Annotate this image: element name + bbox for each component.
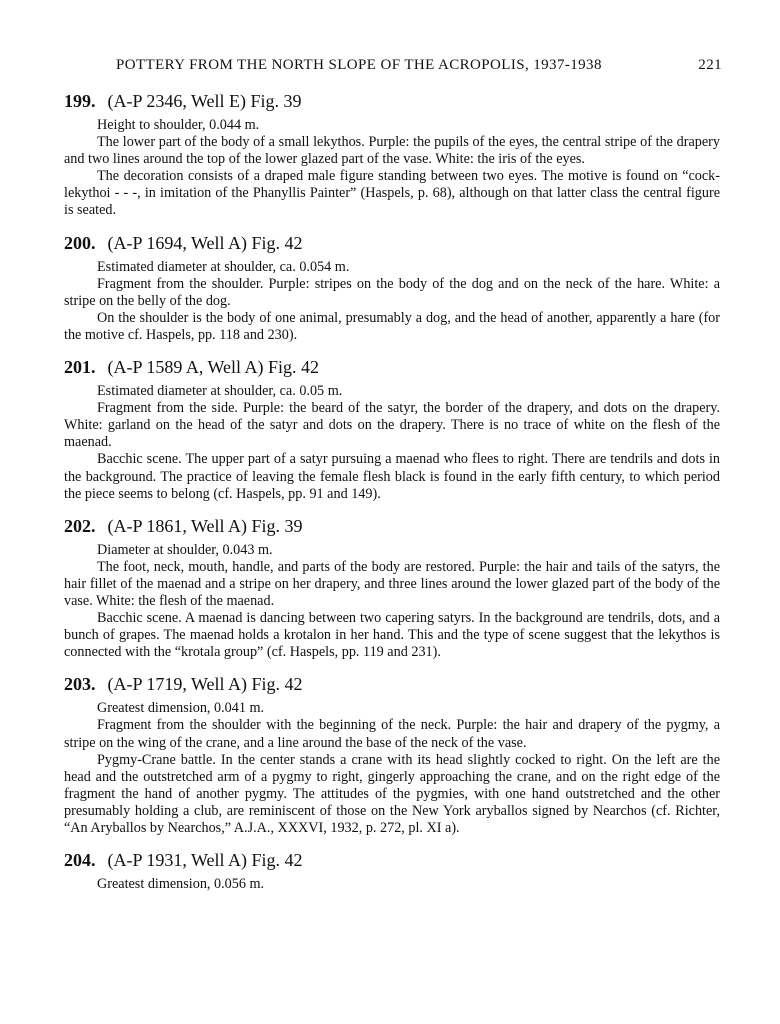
catalogue-entry-201 bbox=[64, 356, 720, 503]
entry-discussion: Bacchic scene. The upper part of a satyr pursuing a maenad who flees to right. There are tendrils and dots in the background. The practice of leaving the female flesh black is found in the early fifth century, to which period the piece seems to belong (cf. Haspels, pp. 91 and 149). bbox=[64, 451, 720, 502]
running-head-title: POTTERY FROM THE NORTH SLOPE OF THE ACROPOLIS, 1937-1938 bbox=[116, 57, 602, 73]
entry-heading bbox=[64, 90, 720, 112]
catalogue-entries bbox=[64, 90, 720, 893]
entry-description: Fragment from the shoulder. Purple: stripes on the body of the dog and on the neck of the hare. White: a stripe on the belly of the dog. bbox=[64, 275, 720, 309]
catalogue-entry-203 bbox=[64, 673, 720, 837]
running-head bbox=[116, 57, 722, 74]
entry-discussion: Bacchic scene. A maenad is dancing between two capering satyrs. In the background are tendrils, dots, and a bunch of grapes. The maenad holds a krotalon in her hand. This and the type of scene suggest that the lekythos is connected with the “krotala group” (cf. Haspels, pp. 119 and 231). bbox=[64, 610, 720, 661]
entry-reference: (A-P 1931, Well A) Fig. 42 bbox=[107, 850, 303, 871]
entry-reference: (A-P 1589 A, Well A) Fig. 42 bbox=[107, 357, 320, 378]
entry-dimension: Diameter at shoulder, 0.043 m. bbox=[97, 541, 273, 558]
entry-number: 201. bbox=[64, 357, 96, 378]
catalogue-entry-202 bbox=[64, 515, 720, 662]
entry-reference: (A-P 1719, Well A) Fig. 42 bbox=[107, 674, 303, 695]
entry-discussion: Pygmy-Crane battle. In the center stands a crane with its head slightly cocked to right. On the left are the head and the outstretched arm of a pygmy to right, gingerly approaching the crane, and on the right edge of the fragment the hand of another pygmy. The attitudes of the pygmies, with one hand outstretched and the other presumably holding a club, are reminiscent of those on the New York aryballos signed by Nearchos (cf. Richter, “An Aryballos by Nearchos,” A.J.A., XXXVI, 1932, p. 272, pl. XI a). bbox=[64, 751, 720, 836]
entry-dimension: Greatest dimension, 0.041 m. bbox=[97, 700, 265, 717]
entry-heading bbox=[64, 356, 720, 378]
entry-heading bbox=[64, 232, 720, 254]
entry-number: 204. bbox=[64, 850, 96, 871]
entry-dimension: Height to shoulder, 0.044 m. bbox=[97, 117, 260, 133]
entry-number: 199. bbox=[64, 91, 96, 111]
entry-description: The lower part of the body of a small lekythos. Purple: the pupils of the eyes, the central stripe of the drapery and two lines around the top of the lower glazed part of the vase. White: the iris of the eyes. bbox=[64, 134, 720, 168]
entry-discussion: On the shoulder is the body of one animal, presumably a dog, and the head of another, apparently a hare (for the motive cf. Haspels, pp. 118 and 230). bbox=[64, 309, 720, 343]
entry-heading bbox=[64, 849, 720, 871]
entry-description: The foot, neck, mouth, handle, and parts of the body are restored. Purple: the hair and tails of the satyrs, the hair fillet of the maenad and a stripe on her drapery, and three lines around the lower glazed part of the body of the vase. White: the flesh of the maenad. bbox=[64, 558, 720, 609]
entry-number: 203. bbox=[64, 674, 96, 695]
entry-description: Fragment from the side. Purple: the beard of the satyr, the border of the drapery, and dots on the drapery. White: garland on the head of the satyr and dots on the drapery. There is no trace of white on the flesh of the maenad. bbox=[64, 400, 720, 451]
entry-dimension: Greatest dimension, 0.056 m. bbox=[97, 876, 265, 893]
entry-number: 200. bbox=[64, 232, 96, 253]
entry-reference: (A-P 1861, Well A) Fig. 39 bbox=[107, 515, 303, 536]
page-number: 221 bbox=[698, 57, 722, 73]
entry-heading bbox=[64, 673, 720, 695]
entry-dimension: Estimated diameter at shoulder, ca. 0.054 m. bbox=[97, 258, 350, 275]
entry-reference: (A-P 2346, Well E) Fig. 39 bbox=[107, 91, 302, 111]
entry-number: 202. bbox=[64, 515, 96, 536]
catalogue-entry-199 bbox=[64, 90, 720, 220]
entry-discussion: The decoration consists of a draped male figure standing between two eyes. The motive is found on “cock-lekythoi - - -, in imitation of the Phanyllis Painter” (Haspels, p. 68), although on that latter class the central figure is seated. bbox=[64, 168, 720, 219]
entry-heading bbox=[64, 515, 720, 537]
entry-dimension: Estimated diameter at shoulder, ca. 0.05 m. bbox=[97, 383, 343, 400]
catalogue-entry-200 bbox=[64, 232, 720, 344]
catalogue-entry-204 bbox=[64, 849, 720, 893]
entry-description: Fragment from the shoulder with the beginning of the neck. Purple: the hair and drapery of the pygmy, a stripe on the wing of the crane, and a line around the base of the neck of the vase. bbox=[64, 717, 720, 751]
entry-reference: (A-P 1694, Well A) Fig. 42 bbox=[107, 232, 303, 253]
